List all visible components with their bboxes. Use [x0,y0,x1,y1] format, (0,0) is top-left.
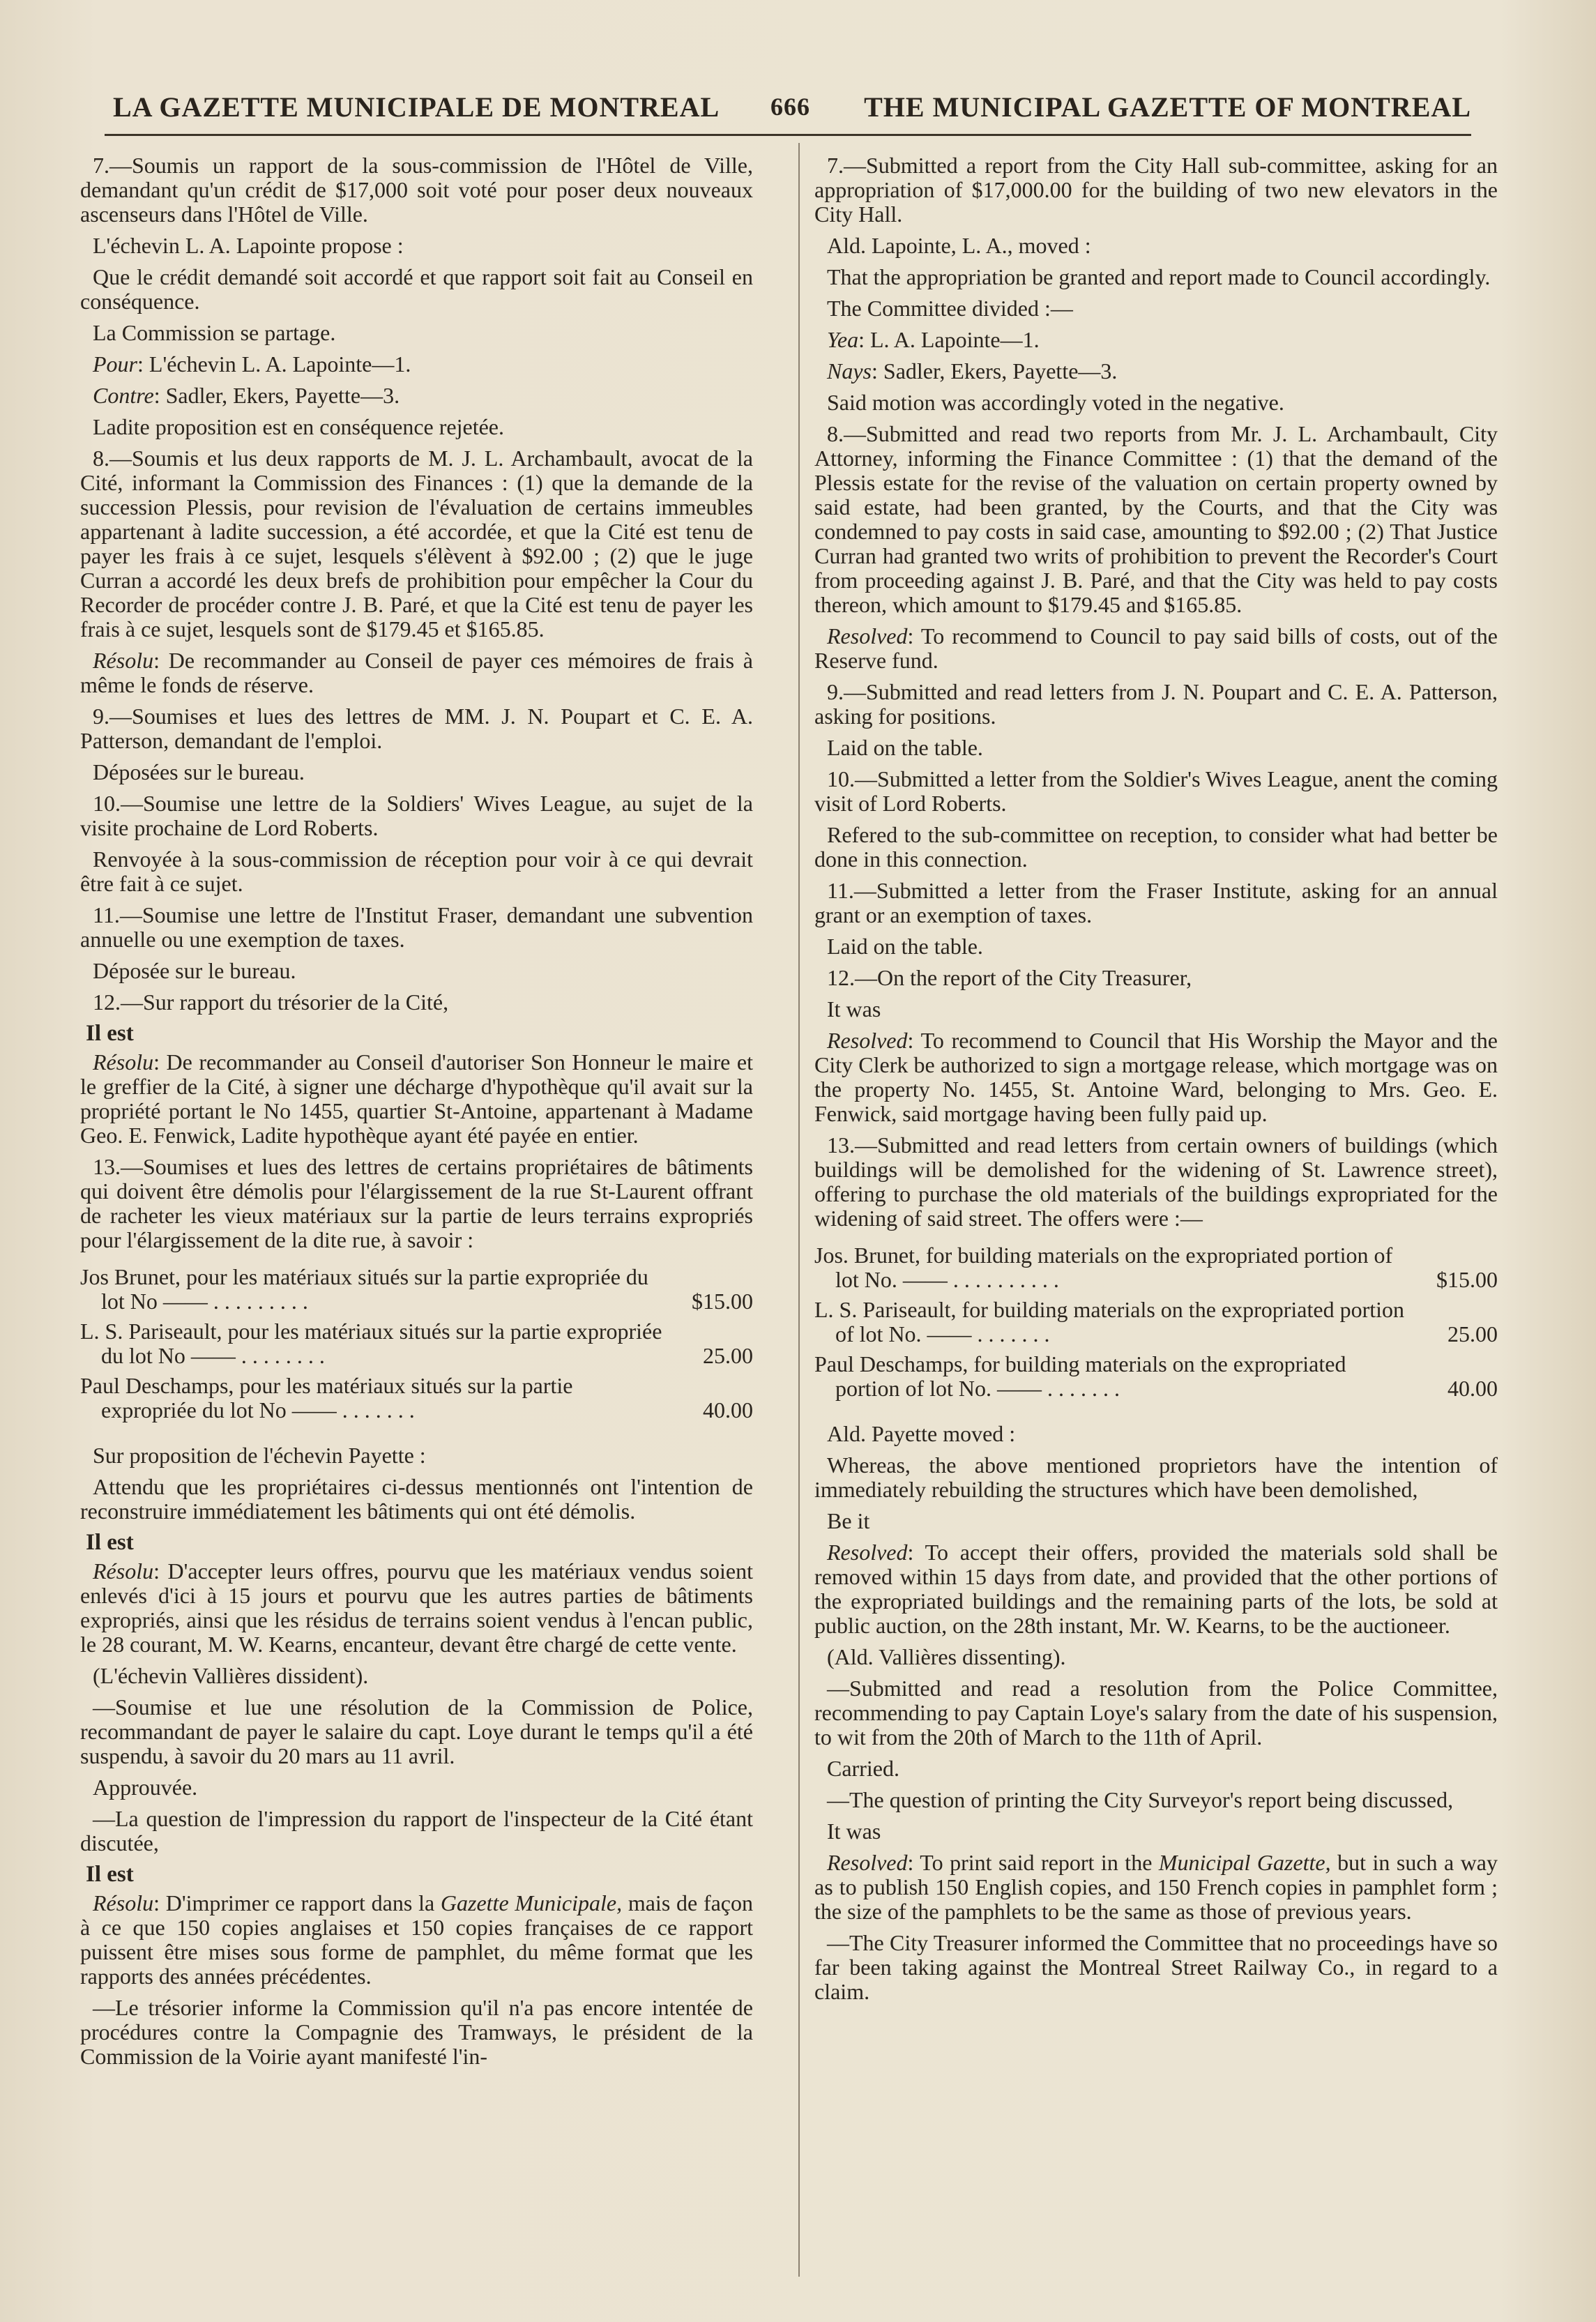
header-french-title: LA GAZETTE MUNICIPALE DE MONTREAL [113,91,720,123]
motion-text-en: That the appropriation be granted and report made to Council accordingly. [827,264,1491,289]
item-12-en: 12.—On the report of the City Treasurer, [827,965,1192,990]
vote-against-text-fr: : Sadler, Ekers, Payette—3. [153,383,400,408]
vote-for-fr [80,352,753,377]
division-en: The Committee divided :— [827,296,1073,321]
english-column [814,153,1498,2011]
item-9-fr: 9.—Soumises et lues des lettres de MM. J. N. Poupart et C. E. A. Patterson, demandant de l'emploi. [80,704,753,753]
item-13-en: 13.—Submitted and read letters from certain owners of buildings (which buildings will be demolished for the widening of St. Lawrence street), offering to purchase the old materials of the buildings expropriated for the widening of said street. The offers were :— [814,1132,1498,1231]
offer-row [814,1298,1498,1352]
offer-amount: 40.00 [703,1397,753,1422]
it-is-heading-fr: Il est [86,1021,134,1046]
be-it-en: Be it [827,1508,870,1533]
header-rule [105,134,1471,136]
vote-against-en [814,359,1498,384]
offer-row [80,1319,753,1374]
french-column [80,153,753,2076]
payette-motion-fr: Sur proposition de l'échevin Payette : [93,1443,426,1468]
offer-description: L. S. Pariseault, for building materials on the expropriated portion of lot No. —— . . . . . . . [814,1297,1405,1346]
item-7-fr: 7.—Soumis un rapport de la sous-commission de l'Hôtel de Ville, demandant qu'un crédit de $17,000 soit voté pour poser deux nouveaux ascenseurs dans l'Hôtel de Ville. [80,153,753,227]
item-9-action-fr: Déposées sur le bureau. [93,759,305,784]
vote-against-label-fr: Contre [93,383,154,408]
item-10-action-fr: Renvoyée à la sous-commission de réception pour voir à ce qui devrait être fait à ce sujet. [80,847,753,896]
offer-row [814,1352,1498,1406]
offer-amount: $15.00 [692,1289,753,1314]
it-was-en: It was [827,1819,881,1844]
offers-table-en [814,1243,1498,1406]
it-was-en: It was [827,996,881,1022]
resolution-12-fr [80,1050,753,1148]
offer-amount: 25.00 [1447,1321,1498,1346]
item-12-fr: 12.—Sur rapport du trésorier de la Cité, [93,989,449,1015]
it-is-heading-fr: Il est [86,1530,134,1555]
resolution-print-text-b-fr: mais de façon à ce que 150 copies anglaises et 150 copies françaises de ce rapport puissent être mises sous forme de pamphlet, du même format que les rapports des années précédentes. [80,1890,754,1989]
gazette-title-fr: Gazette Municipale, [440,1890,623,1915]
police-carried-en: Carried. [827,1756,899,1781]
gazette-title-en: Municipal Gazette, [1158,1850,1331,1875]
item-10-fr: 10.—Soumise une lettre de la Soldiers' Wives League, au sujet de la visite prochaine de Lord Roberts. [80,791,753,840]
resolution-13-fr [80,1559,753,1657]
item-13-fr: 13.—Soumises et lues des lettres de certains propriétaires de bâtiments qui doivent être démolis pour l'élargissement de la rue St-Laurent offrant de racheter les vieux matériaux sur la partie de leurs terrains expropriés pour l'élargissement de la dite rue, à savoir : [80,1154,753,1252]
resolution-8-text-fr: : De recommander au Conseil de payer ces mémoires de frais à même le fonds de réserve. [80,648,753,697]
vote-for-label-en: Yea [827,327,859,352]
motion-rejected-fr: Ladite proposition est en conséquence rejetée. [93,414,504,439]
offers-table-fr [80,1265,753,1428]
resolution-13-en [814,1540,1498,1638]
resolved-label-en: Resolved [827,623,908,648]
resolved-label-en: Resolved [827,1028,908,1053]
item-8-fr: 8.—Soumis et lus deux rapports de M. J. L. Archambault, avocat de la Cité, informant la Commission des Finances : (1) que la demande de la succession Plessis, pour revision de l'évaluation de certains immeubles appartenant à ladite succession, a été accordée, et que la Cité est tenu de payer les frais à ce sujet, lesquels s'élèvent à $92.00 ; (2) que le juge Curran a accordé les deux brefs de prohibition pour empêcher la Cour du Recorder de procéder contre J. B. Paré, et que la Cité est tenu de payer les frais à ce sujet, lesquels sont de $179.45 et $165.85. [80,446,753,642]
motion-fr: L'échevin L. A. Lapointe propose : [93,233,404,258]
report-printing-item-fr: —La question de l'impression du rapport de l'inspecteur de la Cité étant discutée, [80,1806,753,1856]
offer-description: Paul Deschamps, pour les matériaux situés sur la partie expropriée du lot No —— . . . . . . . [80,1373,573,1422]
item-11-action-en: Laid on the table. [827,934,983,959]
offer-row [80,1265,753,1319]
payette-motion-en: Ald. Payette moved : [827,1421,1016,1446]
motion-rejected-en: Said motion was accordingly voted in the negative. [827,390,1284,415]
vote-for-en [814,328,1498,352]
police-approved-fr: Approuvée. [93,1775,198,1800]
resolution-print-en [814,1851,1498,1924]
resolved-label-fr: Résolu [93,1558,154,1584]
item-11-fr: 11.—Soumise une lettre de l'Institut Fraser, demandant une subvention annuelle ou une exemption de taxes. [80,902,753,952]
motion-en: Ald. Lapointe, L. A., moved : [827,233,1091,258]
resolved-label-en: Resolved [827,1540,908,1565]
offer-amount: 25.00 [703,1343,753,1368]
item-11-en: 11.—Submitted a letter from the Fraser Institute, asking for an annual grant or an exemption of taxes. [814,878,1498,927]
resolved-label-fr: Résolu [93,648,154,673]
whereas-en: Whereas, the above mentioned proprietors have the intention of immediately rebuilding the structures which have been demolished, [814,1452,1498,1502]
police-item-fr: —Soumise et lue une résolution de la Commission de Police, recommandant de payer le salaire du capt. Loye durant le temps qu'il a été suspendu, à savoir du 20 mars au 11 avril. [80,1694,753,1768]
resolution-8-en [814,624,1498,673]
offer-amount: 40.00 [1447,1376,1498,1401]
vote-against-fr [80,384,753,408]
page-number: 666 [770,93,810,121]
item-10-en: 10.—Submitted a letter from the Soldier's Wives League, anent the coming visit of Lord Roberts. [814,766,1498,816]
vote-against-text-en: : Sadler, Ekers, Payette—3. [872,358,1118,384]
report-printing-item-en: —The question of printing the City Surveyor's report being discussed, [827,1787,1454,1812]
resolution-13-text-fr: : D'accepter leurs offres, pourvu que les matériaux vendus soient enlevés d'ici à 15 jours et pourvu que les autres parties de bâtiments expropriés, ainsi que les résidus de terrains soient vendus à l'encan public, le 28 courant, M. W. Kearns, encanteur, devant être chargé de cette vente. [80,1558,753,1657]
resolution-print-text-b-en: but in such a way as to publish 150 English copies, and 150 French copies in pamphlet form ; the size of the pamphlets to be the same as those of previous years. [814,1850,1498,1924]
resolution-print-text-a-fr: : D'imprimer ce rapport dans la [153,1890,441,1915]
resolution-print-text-a-en: : To print said report in the [907,1850,1159,1875]
treasurer-item-en: —The City Treasurer informed the Committee that no proceedings have so far been taking against the Montreal Street Railway Co., in regard to a claim. [814,1930,1498,2004]
dissent-en: (Ald. Vallières dissenting). [827,1644,1066,1669]
item-10-action-en: Refered to the sub-committee on reception, to consider what had better be done in this connection. [814,822,1498,872]
resolution-12-text-fr: : De recommander au Conseil d'autoriser Son Honneur le maire et le greffier de la Cité, à signer une décharge d'hypothèque qu'il avait sur la propriété portant le No 1455, quartier St-Antoine, appartenant à Madame Geo. E. Fenwick, Ladite hypothèque ayant été payée en entier. [80,1049,753,1148]
resolved-label-fr: Résolu [93,1049,154,1075]
item-9-action-en: Laid on the table. [827,735,983,760]
item-7-en: 7.—Submitted a report from the City Hall sub-committee, asking for an appropriation of $17,000.00 for the building of two new elevators in the City Hall. [814,153,1498,227]
item-8-en: 8.—Submitted and read two reports from Mr. J. L. Archambault, City Attorney, informing the Finance Committee : (1) that the demand of the Plessis estate for the revise of the valuation on certain property owned by said estate, had been granted, by the Courts, and that the City was condemned to pay costs in said case, amounting to $92.00 ; (2) That Justice Curran had granted two writs of prohibition to prevent the Recorder's Court from proceeding against J. B. Paré, and that the City was held to pay costs thereon, which amount to $179.45 and $165.85. [814,421,1498,617]
vote-for-text-en: : L. A. Lapointe—1. [858,327,1040,352]
offer-description: Paul Deschamps, for building materials on the expropriated portion of lot No. —— . . . . . . . [814,1351,1346,1401]
whereas-fr: Attendu que les propriétaires ci-dessus mentionnés ont l'intention de reconstruire immédiatement les bâtiments qui ont été démolis. [80,1474,753,1524]
resolution-12-text-en: : To recommend to Council that His Worship the Mayor and the City Clerk be authorized to sign a mortgage release, which mortgage was on the property No. 1455, St. Antoine Ward, belonging to Mrs. Geo. E. Fenwick, said mortgage having been fully paid up. [814,1028,1498,1126]
resolved-label-en: Resolved [827,1850,908,1875]
resolution-12-en [814,1029,1498,1126]
offer-description: L. S. Pariseault, pour les matériaux situés sur la partie expropriée du lot No —— . . . . . . . . [80,1319,662,1368]
vote-for-text-fr: : L'échevin L. A. Lapointe—1. [137,351,411,377]
resolved-label-fr: Résolu [93,1890,154,1915]
motion-text-fr: Que le crédit demandé soit accordé et que rapport soit fait au Conseil en conséquence. [80,264,753,314]
item-11-action-fr: Déposée sur le bureau. [93,958,296,983]
vote-against-label-en: Nays [827,358,872,384]
it-is-heading-fr: Il est [86,1862,134,1887]
column-divider [798,143,800,2277]
resolution-print-fr [80,1891,753,1989]
header-english-title: THE MUNICIPAL GAZETTE OF MONTREAL [864,91,1471,123]
offer-amount: $15.00 [1436,1267,1498,1292]
dissent-fr: (L'échevin Vallières dissident). [93,1663,369,1688]
item-9-en: 9.—Submitted and read letters from J. N. Poupart and C. E. A. Patterson, asking for positions. [814,679,1498,729]
division-fr: La Commission se partage. [93,320,336,345]
offer-row [80,1374,753,1428]
police-item-en: —Submitted and read a resolution from the Police Committee, recommending to pay Captain Loye's salary from the date of his suspension, to wit from the 20th of March to the 11th of April. [814,1676,1498,1750]
offer-row [814,1243,1498,1298]
resolution-8-text-en: : To recommend to Council to pay said bills of costs, out of the Reserve fund. [814,623,1498,673]
offer-description: Jos. Brunet, for building materials on the expropriated portion of lot No. —— . . . . . . . . . . [814,1243,1393,1292]
resolution-8-fr [80,648,753,697]
resolution-13-text-en: : To accept their offers, provided the materials sold shall be removed within 15 days from date, and provided that the other portions of the expropriated buildings and the remaining parts of the lots, be sold at public auction, on the 28th instant, Mr. W. Kearns, to be the auctioneer. [814,1540,1498,1638]
offer-description: Jos Brunet, pour les matériaux situés sur la partie expropriée du lot No —— . . . . . . . . . [80,1264,648,1314]
page-header [105,91,1471,132]
vote-for-label-fr: Pour [93,351,137,377]
treasurer-item-fr: —Le trésorier informe la Commission qu'il n'a pas encore intentée de procédures contre la Compagnie des Tramways, le président de la Commission de la Voirie ayant manifesté l'in- [80,1995,753,2069]
